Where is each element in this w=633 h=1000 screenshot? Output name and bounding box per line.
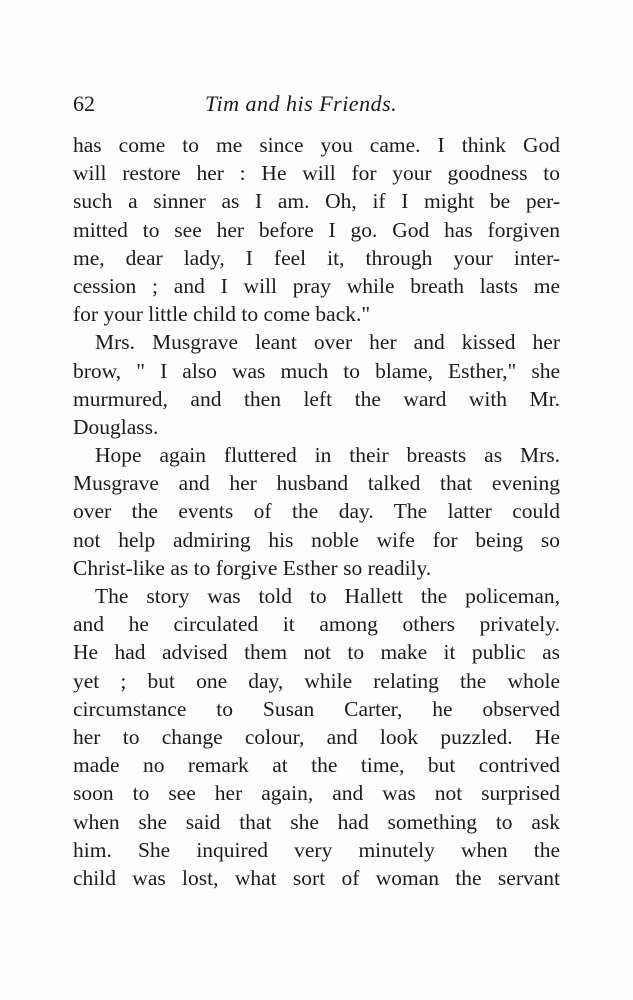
text-line: such a sinner as I am. Oh, if I might be per- — [73, 189, 560, 214]
text-line: and he circulated it among others privately. — [73, 612, 560, 637]
body-text — [73, 131, 560, 892]
running-title: Tim and his Friends. — [205, 91, 398, 116]
text-line: him. She inquired very minutely when the — [73, 837, 560, 862]
text-line: her to change colour, and look puzzled. He — [73, 724, 560, 749]
text-line: over the events of the day. The latter could — [73, 499, 560, 524]
paragraph — [73, 328, 560, 441]
text-line: Musgrave and her husband talked that evening — [73, 471, 560, 496]
page-number: 62 — [73, 91, 95, 116]
text-line: soon to see her again, and was not surprised — [73, 781, 560, 806]
text-line: The story was told to Hallett the policeman, — [95, 584, 560, 608]
text-line: child was lost, what sort of woman the servant — [73, 865, 560, 890]
text-line: when she said that she had something to ask — [73, 809, 560, 834]
text-line: murmured, and then left the ward with Mr. — [73, 386, 560, 411]
running-head — [73, 88, 560, 120]
text-line: He had advised them not to make it public as — [73, 640, 560, 665]
text-line: mitted to see her before I go. God has forgiven — [73, 217, 560, 242]
text-line: made no remark at the time, but contrived — [73, 753, 560, 778]
paragraph — [73, 582, 560, 892]
text-line: Mrs. Musgrave leant over her and kissed her — [95, 330, 560, 355]
text-line: circumstance to Susan Carter, he observed — [73, 696, 560, 721]
text-line: for your little child to come back." — [73, 302, 371, 327]
text-line: brow, " I also was much to blame, Esther," she — [73, 358, 560, 383]
paragraph-continued — [73, 131, 560, 328]
text-line: cession ; and I will pray while breath lasts me — [73, 273, 560, 298]
text-line: Douglass. — [73, 414, 159, 439]
text-line: me, dear lady, I feel it, through your inter- — [73, 245, 560, 270]
text-line: will restore her : He will for your goodness to — [73, 161, 560, 186]
text-line: Christ-like as to forgive Esther so readily. — [73, 555, 432, 580]
text-line: has come to me since you came. I think God — [73, 133, 560, 157]
text-line: Hope again fluttered in their breasts as Mrs. — [95, 443, 560, 468]
paragraph — [73, 441, 560, 582]
text-line: yet ; but one day, while relating the whole — [73, 668, 560, 693]
text-line: not help admiring his noble wife for being so — [73, 527, 560, 552]
